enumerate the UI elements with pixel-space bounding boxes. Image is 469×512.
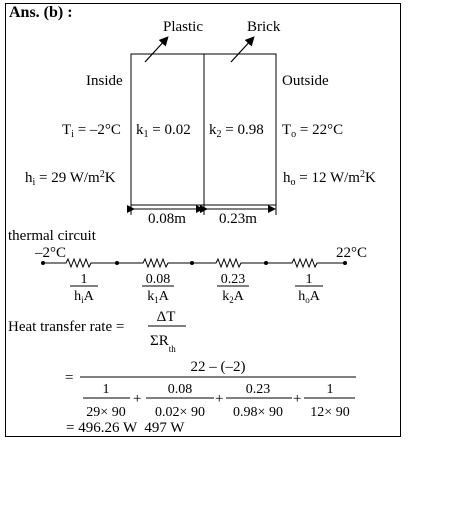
inside-label: Inside bbox=[86, 73, 123, 89]
calc-plus-3: + bbox=[293, 391, 302, 407]
answer-label: Ans. (b) : bbox=[9, 4, 73, 21]
node-3 bbox=[264, 261, 268, 265]
svg-text:0.23: 0.23 bbox=[220, 272, 246, 287]
svg-text:1: 1 bbox=[102, 382, 110, 397]
node-left bbox=[41, 261, 45, 265]
calc-plus-2: + bbox=[215, 391, 224, 407]
calc-plus-1: + bbox=[133, 391, 142, 407]
svg-text:1: 1 bbox=[305, 272, 313, 287]
svg-text:hiA: $h_iA$ bbox=[74, 289, 94, 305]
calc-result: = 496.26 W 497 W bbox=[66, 420, 185, 436]
resistance-4 bbox=[295, 272, 323, 305]
svg-text:1: 1 bbox=[80, 272, 88, 287]
svg-text:k2A: $k_2A$ bbox=[222, 289, 244, 305]
node-2 bbox=[190, 261, 194, 265]
plastic-arrow bbox=[145, 38, 167, 62]
k2-value: $k_2 = 0.98$ bbox=[209, 122, 264, 140]
svg-text:0.02× 90: 0.02× 90 bbox=[155, 405, 205, 420]
svg-text:12× 90: 12× 90 bbox=[310, 405, 350, 420]
to-value: $T_o = 22^\circ C$ bbox=[282, 122, 344, 140]
thickness-plastic: 0.08m bbox=[148, 211, 186, 227]
node-1 bbox=[115, 261, 119, 265]
ti-value: $T_i = -2^\circ C$ bbox=[62, 122, 121, 140]
svg-text:0.98× 90: 0.98× 90 bbox=[233, 405, 283, 420]
formula-numerator: ΔT bbox=[156, 309, 176, 325]
calc-equals: = bbox=[65, 370, 74, 386]
resistance-2 bbox=[142, 272, 174, 305]
brick-arrow bbox=[231, 38, 253, 62]
ho-value: $h_o = 12$ $W/m^2K$ bbox=[283, 169, 376, 188]
calc-numerator: 22 – (–2) bbox=[190, 359, 246, 375]
svg-text:0.23: 0.23 bbox=[245, 382, 271, 397]
calc-term-3 bbox=[226, 382, 292, 420]
thickness-brick: 0.23m bbox=[219, 211, 257, 227]
calc-term-2 bbox=[146, 382, 214, 420]
svg-text:k1A: $k_1A$ bbox=[147, 289, 169, 305]
brick-label: Brick bbox=[247, 19, 281, 35]
hi-value: $h_i = 29$ $W/m^2K$ bbox=[25, 169, 116, 188]
k1-value: $k_1 = 0.02$ bbox=[136, 122, 191, 140]
svg-text:29× 90: 29× 90 bbox=[86, 405, 126, 420]
svg-text:1: 1 bbox=[326, 382, 334, 397]
resistance-3 bbox=[217, 272, 249, 305]
formula-denominator: $\Sigma R_{th}$ bbox=[150, 333, 176, 354]
calc-term-4 bbox=[304, 382, 355, 420]
node-right bbox=[343, 261, 347, 265]
svg-text:0.08: 0.08 bbox=[167, 382, 193, 397]
svg-text:0.08: 0.08 bbox=[145, 272, 171, 287]
circuit-temp-right: 22°C bbox=[336, 245, 368, 261]
plastic-label: Plastic bbox=[163, 19, 203, 35]
circuit-temp-left: –2°C bbox=[35, 245, 67, 261]
outside-label: Outside bbox=[282, 73, 329, 89]
formula-label: Heat transfer rate = bbox=[8, 319, 125, 335]
calc-term-1 bbox=[83, 382, 130, 420]
circuit-title: thermal circuit bbox=[8, 228, 96, 244]
resistance-1 bbox=[70, 272, 98, 305]
svg-text:hoA: $h_oA$ bbox=[298, 289, 320, 305]
